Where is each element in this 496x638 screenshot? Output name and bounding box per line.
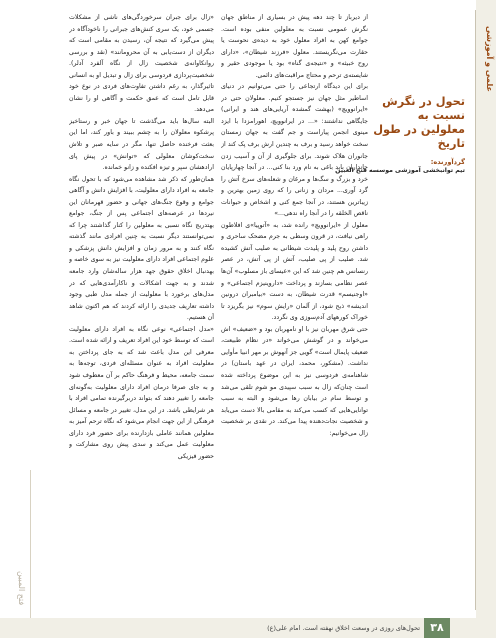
paragraph: از دیرباز تا چند دهه پیش در بسیاری از مناطق جهان نگرش عمومی نسبت به معلولین منفی بوده است. جوامع کهن به افراد معلول خود به دیده‌ی نحوست یا حقارت می‌نگریستند. معلول «فرزند شیطان»، «دارای روح خبیثه» و «نتیجه‌ی گناه» بود یا موجودی حقیر و شایسته‌ی ترحم و محتاج مراقبت‌های دائمی. (221, 14, 368, 79)
publisher-logo: فتح المبین (17, 570, 26, 606)
text-column-left (69, 12, 214, 612)
article-header (335, 95, 465, 174)
paragraph: حتی شرق مهربان نیز با او نامهربان بود و «ضعیف» اش می‌خواند و در گوشش می‌خواند «در نظام طبیعت، ضعیف پایمال است» گویی جز آنهوش بر مهر انبیا مأوایی نداشت. (مشکور، محمد، ایران در عهد باستان) در شاهنامه‌ی فردوسی نیز به این موضوع پرداخته شده است چنان‌که زال به سبب سپیدی مو شوم تلقی می‌شد و توسط سام در بیابان رها می‌شود و البته به سبب توانایی‌هایی که کسب می‌کند به مقامی بالا دست می‌یابد و شخصیت نجات‌دهنده پیدا می‌کند. در نقدی بر شخصیت زال می‌خوانیم: (221, 325, 368, 437)
side-divider (475, 10, 476, 610)
byline-label: گردآورنده: (430, 158, 465, 166)
paragraph: برای این دیدگاه ارتجاعی را حتی می‌توانیم در دنیای اساطیر مثل جهان نیز جستجو کنیم. معلولان حتی در «ایرانوویچ» (بهشت گمشده آریایی‌های هند و ایرانی) جایگاهی نداشتند: «... در ایرانوویچ، اهورامزدا با ایزد مینوی انجمن پیاراست و جم گفت به جهان زمستان سخت خواهد رسید و برف به چندین ارش برف پک کند از جانوران هلاک شوند. برای جلوگیری از آن و آسیب زدن جانداران باید باغی به نام ورد بنا کنی... در آنجا چهارپایان خرد و بزرگ و سگ‌ها و مرغان و شعله‌های سرخ آتش را گرد آوری... مردان و زنانی را که روی زمین بهترین و زیباترین هستند، در آنجا جمع کنی و اشخاص و حیوانات ناقص الخلقه را در آنجا راه ندهی...» (221, 83, 368, 218)
section-category: علمی و آموزشی (485, 25, 494, 92)
paragraph: معلول از «ایرانوویچ» رانده شد، به «آتوپیا»ی افلاطون راهی نیافت، در قرون وسطی به جرم مضحک ساحری و داشتن روح پلید و پلیدت شیطانی به صلیب آتش کشیده شد. صلیب از پی صلیب، آتش از پی آتش، در عصر رنسانس هم چنین شد که این «عیسای باز مسلوب» آن‌ها عصر نظامی بسازند و پرداخت «داروینیزم اجتماعی» و «اوجنیسم» قدرت شیطان، به دست «بیامبران درونین اندیشه» ذبح شود، از آلمان «رایش سوم» نیز بگریزد تا خوراک کورههای آدم‌سوزی وی نگردد. (221, 221, 368, 322)
byline-name: تیم توانبخشی آموزشی موسسه فتح العبین (335, 167, 465, 174)
footer-quote: تحول‌های روزی در وسعت اخلاق نهفته است. امام علی(ع) (267, 624, 420, 632)
page-number: ۳۸ (424, 618, 450, 638)
paragraph: همان‌طور که ذکر شد مشاهده می‌شود که با تحول نگاه جامعه به افراد دارای معلولیت، با افزایش دانش و آگاهی جوامع و وقوع جنگ‌های جهانی و حضور قهرمانان این نیردها در عرصه‌های اجتماعی پس از جنگ، جوامع بهتدریج نگاه نسبی به معلولین را کنار گذاشتند چرا که نمی‌توانستند دیگر نسبت به چنین افرادی مانند گذشته نگاه کنند و به مرور زمان و افزایش دانش پزشکی و علوم اجتماعی افراد دارای معلولیت نیز به سوی خاصه و بهدنبال اخلاق حقوق جهد هزار ساله‌شان وارد جامعه شدند و به جهت اشکالات و ناکارآمدی‌هایی که در مدل‌های برخورد با معلولیت از جمله مدل طبی وجود داشته تعاریف جدیدی را ارائه کردند که هم اکنون شاهد آن هستیم. (69, 175, 214, 322)
paragraph: «زال برای جبران سرخوردگی‌های ناشی از مشکلات جسمی خود، یک سری کنش‌های جبرانی را ناخودآگاه در پیش می‌گیرد که نتیجه آن، رسیدن به مقامی است که دیگران از دست‌یابی به آن محرومانند» (نقد و بررسی روانکاوانه‌ی شخصیت زال از نگاه آلفرد آدلر). شخصیت‌پردازی فردوسی برای زال و تبدیل او به انسانی تاثیرگذار، به رغم داشتن تفاوت‌های فردی در نوع خود قابل تامل است که عمق حکمت و آگاهی او را نشان می‌دهد. (69, 14, 214, 114)
margin-rule (30, 470, 31, 618)
paragraph: «مدل اجتماعی» نوعی نگاه به افراد دارای معلولیت است که توسط خود این افراد تعریف و ارائه شده است. معرفی این مدل باعث شد که به جای پرداختن به معلولیت افراد به عنوان مسئله‌ای فردی، توجه‌ها به سمت جامعه، محیط و فرهنگ حاکم بر آن معطوف شود و به جای صرفا درمان افراد دارای معلولیت به‌گونه‌ای جامعه را تغییر دهند که بتواند دربرگیرنده تمامی افراد با هر شرایطی باشد. در این مدل، تغییر در جامعه و مسائل فرهنگی از این جهت انجام می‌شود که نگاه ترحم آمیز به معلولین همانند عاملی بازدارنده برای حضور فرد دارای معلولیت عمل می‌کند و سدی پیش روی مشارکت و حضور فیزیکی (69, 325, 214, 460)
paragraph: البته سال‌ها باید می‌گذشت تا جهان خبر و رستاخیز پرشکوه معلولان را به چشم ببیند و باور کند، اما این بعثت فرخنده حاصل تنها، مگر در سایه صبر و تلاش سخت‌کوشان معلولی که «توانش» در پیش پای ارادهشان سپر و تیزه افکنده و زانو خمانده. (69, 117, 214, 172)
article-title: تحول در نگرش نسبت به معلولین در طول تاریخ (373, 95, 465, 150)
text-column-right (221, 12, 368, 618)
